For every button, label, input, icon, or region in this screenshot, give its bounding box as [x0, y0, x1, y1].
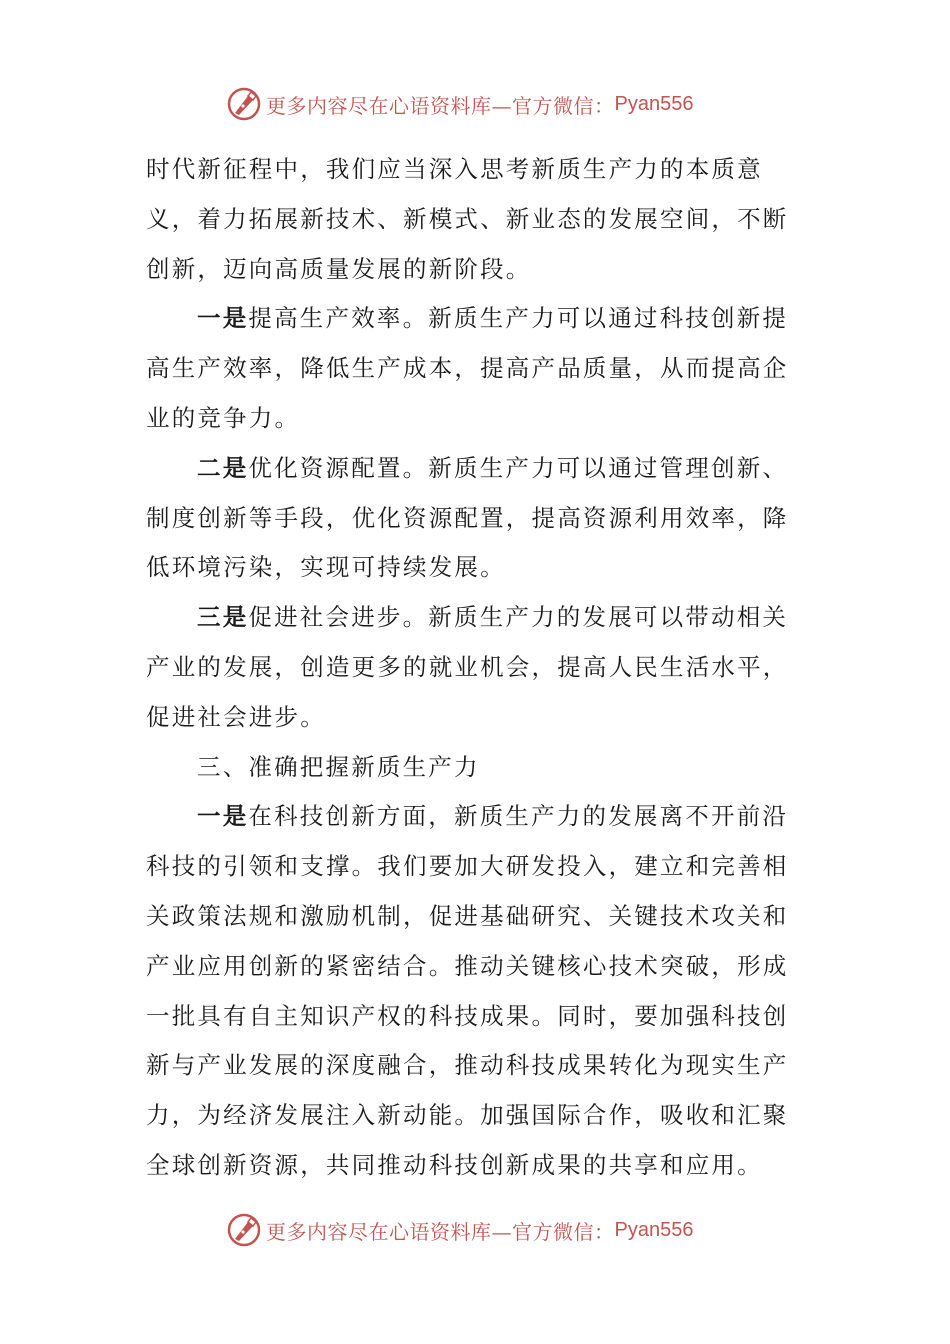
banner-wechat-id: Pyan556	[614, 92, 694, 115]
paragraph-lead: 一是	[197, 802, 249, 831]
banner-text: 更多内容尽在心语资料库—官方微信：	[266, 1219, 615, 1244]
pen-nib-logo-icon	[226, 86, 262, 122]
footer-banner	[226, 1210, 746, 1250]
paragraph-lead: 二是	[197, 453, 249, 482]
banner-text: 更多内容尽在心语资料库—官方微信：	[266, 93, 615, 118]
header-banner	[226, 84, 746, 124]
paragraph-point-3: 三是促进社会进步。新质生产力的发展可以带动相关产业的发展，创造更多的就业机会，提高人民生活水平，促进社会进步。	[146, 603, 789, 731]
paragraph-lead: 一是	[197, 304, 249, 333]
paragraph-point-2: 二是优化资源配置。新质生产力可以通过管理创新、制度创新等手段，优化资源配置，提高资源利用效率，降低环境污染，实现可持续发展。	[146, 453, 789, 582]
banner-wechat-id: Pyan556	[614, 1218, 694, 1241]
paragraph-point-1: 一是提高生产效率。新质生产力可以通过科技创新提高生产效率，降低生产成本，提高产品质量，从而提高企业的竞争力。	[146, 304, 789, 432]
section-heading: 三、准确把握新质生产力	[197, 752, 480, 781]
paragraph-intro: 时代新征程中，我们应当深入思考新质生产力的本质意义，着力拓展新技术、新模式、新业态的发展空间，不断创新，迈向高质量发展的新阶段。	[146, 155, 789, 283]
pen-nib-logo-icon	[226, 1212, 262, 1248]
paragraph-tech-innovation: 一是在科技创新方面，新质生产力的发展离不开前沿科技的引领和支撑。我们要加大研发投入，建立和完善相关政策法规和激励机制，促进基础研究、关键技术攻关和产业应用创新的紧密结合。推动关键核心技术突破，形成一批具有自主知识产权的科技成果。同时，要加强科技创新与产业发展的深度融合，推动科技成果转化为现实生产力，为经济发展注入新动能。加强国际合作，吸收和汇聚全球创新资源，共同推动科技创新成果的共享和应用。	[146, 802, 789, 1179]
body-text	[146, 145, 806, 1191]
paragraph-lead: 三是	[197, 603, 249, 632]
